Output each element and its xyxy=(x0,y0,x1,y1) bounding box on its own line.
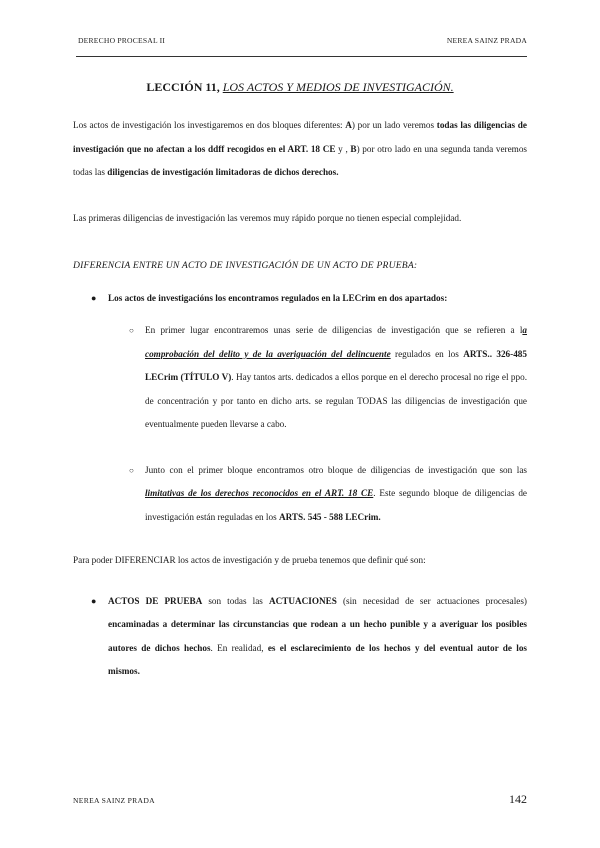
actos-prueba-conclusion: es el esclarecimiento de los hechos y del eventual autor de los mismos. xyxy=(108,642,527,676)
actos-prueba-text-1: son todas las xyxy=(202,595,269,606)
bullet-regulation-text: Los actos de investigacións los encontramos regulados en la LECrim en dos apartados: xyxy=(108,292,448,303)
sub-bullet-first-block xyxy=(73,319,527,437)
complexity-paragraph: Las primeras diligencias de investigación las veremos muy rápido porque no tienen especial complejidad. xyxy=(73,212,462,223)
hollow-circle-icon: ○ xyxy=(129,326,134,335)
actos-prueba-text-2: (sin necesidad de ser actuaciones procesales) xyxy=(336,595,527,606)
intro-bold-ddff: todas las diligencias de investigación que no afectan a los ddff recogidos en el ART. 18 CE xyxy=(73,120,527,154)
sub2-text-2: . Este segundo bloque de diligencias de investigación están reguladas en los xyxy=(145,488,527,522)
sub1-text-1: En primer lugar encontraremos unas serie de diligencias de investigación que se refieren a l xyxy=(145,325,523,335)
page-header xyxy=(78,36,527,45)
sub1-articles-ref: ARTS.. 326-485 LECrim (TÍTULO V) xyxy=(145,348,527,382)
lesson-title-subject: LOS ACTOS Y MEDIOS DE INVESTIGACIÓN. xyxy=(222,80,454,94)
actos-prueba-definition: encaminadas a determinar las circunstancias que rodean a un hecho punible y a averiguar los posibles autores de dichos hechos xyxy=(108,619,527,653)
intro-bold-limitadoras: diligencias de investigación limitadoras de dichos derechos. xyxy=(107,167,339,177)
bullet-dot-icon: ● xyxy=(91,292,97,303)
sub1-text-3: . Hay tantos arts. dedicados a ellos porque en el derecho procesal no rige el ppo. de concentración y por tanto en dicho arts. se regulan TODAS las diligencias de investigación que eventualmente pueden llevarse a cabo. xyxy=(145,372,527,429)
intro-text-4: ) por otro lado en una segunda tanda veremos todas las xyxy=(73,143,527,177)
section-heading: DIFERENCIA ENTRE UN ACTO DE INVESTIGACIÓN DE UN ACTO DE PRUEBA: xyxy=(73,260,418,271)
actos-prueba-term: ACTOS DE PRUEBA xyxy=(108,595,203,606)
sub2-underlined-phrase: limitativas de los derechos reconocidos en el ART. 18 CE xyxy=(145,488,374,498)
differentiate-paragraph: Para poder DIFERENCIAR los actos de investigación y de prueba tenemos que definir qué son: xyxy=(73,555,426,565)
page-number: 142 xyxy=(509,792,527,806)
header-divider xyxy=(76,56,527,57)
intro-text-1: Los actos de investigación los investigaremos en dos bloques diferentes: xyxy=(73,120,346,130)
header-author: NEREA SAINZ PRADA xyxy=(446,36,527,45)
page-footer xyxy=(73,792,527,807)
actuaciones-term: ACTUACIONES xyxy=(268,595,337,606)
header-course: DERECHO PROCESAL II xyxy=(78,36,166,45)
bullet-dot-icon: ● xyxy=(91,595,97,606)
lesson-title-prefix: LECCIÓN 11, xyxy=(146,80,223,94)
sub2-text-1: Junto con el primer bloque encontramos otro bloque de diligencias de investigación que son las xyxy=(145,464,527,475)
lesson-title xyxy=(0,80,600,95)
intro-text-3: y , xyxy=(335,143,351,154)
actos-prueba-text-3: . En realidad, xyxy=(210,642,268,653)
bullet-item-actos-prueba xyxy=(73,590,527,684)
sub1-underlined-phrase: a comprobación del delito y de la averiguación del delincuente xyxy=(145,325,527,359)
hollow-circle-icon: ○ xyxy=(129,465,134,475)
intro-paragraph xyxy=(73,114,527,185)
document-body xyxy=(73,114,527,684)
intro-bold-a: A xyxy=(345,120,352,130)
sub2-articles-ref: ARTS. 545 - 588 LECrim. xyxy=(278,511,381,522)
bullet-item-regulation xyxy=(73,287,527,311)
sub1-text-2: regulados en los xyxy=(390,348,464,359)
intro-text-2: ) por un lado veremos xyxy=(351,120,437,130)
intro-bold-b: B xyxy=(350,143,357,154)
sub-bullet-second-block xyxy=(73,459,527,530)
footer-author: NEREA SAINZ PRADA xyxy=(73,796,155,805)
